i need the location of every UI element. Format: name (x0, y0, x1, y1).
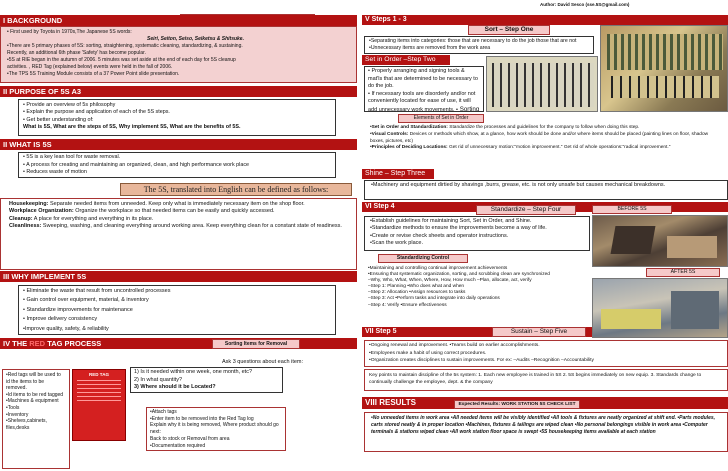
shine-line: •Machinery and equipment dirtied by shavings ,burrs, grease, etc. is not only unsafe but causes mechanical breakdowns. (371, 182, 666, 188)
standardizing-control-label: Standardizing Control (378, 254, 468, 263)
bg-line: •There are 5 primary phases of 5S: sorting, straightening, systematic cleaning, standardizing, & sustaining. (7, 43, 243, 49)
element (370, 125, 722, 132)
element-term: •Visual Controls: (370, 131, 409, 137)
set-in-order-label: Set in Order –Step Two (362, 55, 450, 65)
elements-box (364, 124, 728, 167)
control-line: –Step 4: Verify •Ensure effectiveness (368, 302, 447, 308)
set-line: • Properly arranging and signing tools & mat'ls that are determined to be necessary to do the job. (368, 68, 478, 89)
key-points-text: Key points to maintain discipline of the 5s system: 1. Each new employee is trained in 5S 2. 5S begins immediately on new equip. 3. Standards change to continually challenge the employee, dept. & the company (369, 373, 702, 385)
purpose-line: • Provide an overview of 5s philosophy (23, 102, 116, 108)
sort-step-label: Sort – Step One (468, 25, 550, 35)
tag-line: •Red tags will be used to id the items to be removed. (6, 372, 61, 392)
results-text: •No unneeded items in work area •All needed items will be visibly identified •All tools & fixtures are neatly organized at shift end. •Parts modules, carts stored neatly & in proper location •Machines, fixtures & tailings are wiped clean •No personal belongings visible in work area •Computer terminals & stations wiped clean •All work station floor space is swept •5S housekeeping items available at each station (371, 415, 716, 436)
background-text (0, 26, 357, 83)
element (370, 145, 722, 152)
set-tail: Sorting (459, 105, 480, 112)
question: 1) Is it needed within one week, one month, etc? (134, 369, 253, 375)
workbench-photo (600, 25, 728, 112)
standardize-label: Standardize – Step Four (476, 205, 576, 215)
attach-line: •Enter item to be removed into the Red Tag log (150, 415, 254, 422)
section-why-header: III WHY IMPLEMENT 5S (0, 271, 357, 282)
redtag-title-post: TAG PROCESS (45, 339, 102, 348)
sustain-line: •Organization creates disciplines to sustain improvements. For ex: –Audits –Recognition –Accountability (369, 358, 594, 364)
author-credit: Author: David Sesco (sse.5S@gmail.com) (540, 2, 630, 7)
control-line: –Why, Who, What, When, Where, How, How much –Plan, allocate, act, verify (368, 278, 532, 284)
attach-tags-box (146, 407, 286, 451)
elements-label: Elements of Set in Order (398, 114, 484, 123)
control-line: –Step 3: Act •Perform tasks and integrate into daily operations (368, 296, 500, 302)
def-term: Cleanup: (9, 215, 33, 222)
control-line: •Maintaining and controlling continual improvement achievements (368, 266, 508, 271)
tag-line: •Shelves,cabinets, files,desks (6, 418, 47, 431)
what-line: • Reduces waste of motion (23, 169, 87, 176)
control-line: –Step 2: Allocation •Assign resources to tasks (368, 290, 466, 296)
bg-line: Recently, an additional 6th phase 'Safety' has become popular. (7, 50, 146, 56)
red-tag-card-image (72, 369, 126, 441)
element (370, 132, 722, 146)
control-line: –Step 1: Planning •Who does what and when (368, 284, 465, 290)
expected-results-label: Expected Results: WORK STATION 5S CHECK LIST (454, 400, 580, 409)
control-line: •Ensuring that systematic organization, sorting, and scrubbing clean are synchronized (368, 272, 550, 278)
why-line: • Eliminate the waste that result from uncontrolled processes (23, 288, 171, 294)
question: 3) Where should it be Located? (134, 384, 216, 391)
element-term: •Principles of Deciding Locations: (370, 145, 448, 151)
def-text: Organize the workplace so that needed items can be easily and quickly accessed. (73, 208, 275, 215)
bg-line: •The TPS 5S Training Module consists of a 37 Power Point slide presentation. (7, 71, 180, 77)
def-text: Separate needed items from unneeded. Keep only what is immediately necessary item on the shop floor. (48, 201, 305, 207)
questions-box (130, 367, 283, 393)
def-text: Sweeping, washing, and cleaning everything around working area. Keep everything clean for a constant state of readiness. (41, 223, 342, 230)
question: 2) In what quantity? (134, 376, 183, 383)
before-5s-label: BEFORE 5S (592, 205, 672, 214)
standardize-box (364, 216, 590, 251)
sustain-box (364, 340, 728, 367)
std-line: •Establish guidelines for maintaining Sort, Set in Order, and Shine. (370, 218, 532, 224)
sustain-line: •Ongoing renewal and improvement. •Teams build on earlier accomplishments. (369, 343, 540, 348)
tag-line: •Tools (6, 404, 20, 411)
element-text: Standardize the processes and guidelines for the company to follow when doing this step. (447, 125, 640, 130)
bg-line: • First used by Toyota in 1970s,The Japanese 5S words: (7, 29, 132, 35)
section-background-header: I BACKGROUND (0, 15, 357, 26)
element-text: Get rid of unnecessary motion:"motion improvement." Get rid of whole operations:"radical improvement." (447, 145, 671, 151)
why-line: • Standardize improvements for maintenance (23, 306, 133, 313)
element-term: •Set in Order and Standardization: (370, 125, 448, 130)
why-line: • Gain control over equipment, material, & inventory (23, 297, 149, 304)
definition (9, 208, 348, 215)
red-tag-card-title: RED TAG (89, 372, 109, 377)
redtag-title-red: RED (29, 339, 46, 348)
after-5s-photo (592, 278, 728, 338)
set-in-order-box (364, 66, 484, 112)
before-5s-photo (592, 215, 728, 267)
attach-line: •Documentation required (150, 442, 206, 449)
section-steps-header: V Steps 1 - 3 (362, 15, 728, 25)
attach-line: Explain why it is being removed, Where product should go next: (150, 422, 279, 436)
tag-line: •Inventory (6, 411, 29, 418)
why-line: •Improve quality, safety, & reliability (23, 325, 109, 332)
after-5s-label: AFTER 5S (646, 268, 720, 277)
shadow-board-photo (486, 56, 598, 112)
bg-line: activities. , RED Tag (explained below) events were held in the fall of 2006. (7, 64, 173, 70)
translation-banner: The 5S, translated into English can be defined as follows: (120, 183, 352, 196)
what-line: • A process for creating and maintaining an organized, clean, and high performance work place (23, 161, 250, 168)
definition (9, 223, 348, 230)
tag-line: •Machines & equipment (6, 398, 59, 405)
why-box (18, 285, 336, 335)
purpose-box (18, 99, 336, 136)
section-step4-header: VI Step 4 (362, 202, 728, 212)
sustain-label: Sustain – Step Five (492, 327, 586, 337)
attach-line: Back to stock or Removal from area (150, 435, 230, 442)
section-purpose-header: II PURPOSE OF 5S A3 (0, 86, 357, 97)
sort-line: •Separating items into categories: those that are necessary to do the job those that are not (369, 38, 577, 44)
ask-questions: Ask 3 questions about each item: (222, 359, 304, 365)
shine-label: Shine – Step Three (362, 169, 434, 179)
attach-line: •Attach tags (150, 409, 177, 415)
key-points-box (364, 369, 728, 391)
purpose-line: • Explain the purpose and application of each of the 5S steps. (23, 109, 170, 116)
bg-line: Seiri, Seiton, Seiso, Seiketsu & Shitsuke. (147, 36, 244, 42)
what-line: • 5S is a key lean tool for waste removal. (23, 154, 121, 160)
section-step5-header: VII Step 5 (362, 327, 592, 337)
section-results-header: VIII RESULTS (362, 397, 728, 409)
def-text: A place for everything and everything in its place. (32, 215, 154, 222)
def-term: Housekeeping: (9, 201, 49, 207)
purpose-line: • Get better understanding of: (23, 116, 94, 123)
why-line: • Improve delivery consistency (23, 316, 98, 323)
sustain-line: •Employees make a habit of using correct procedures. (369, 350, 487, 356)
results-box (364, 412, 728, 452)
control-box (364, 265, 590, 325)
set-line (368, 91, 480, 113)
purpose-line: What is 5S, What are the steps of 5S, Why implement 5S, What are the benefits of 5S. (23, 123, 241, 130)
std-line: •Scan the work place. (370, 240, 423, 247)
redtag-title-pre: IV THE (3, 339, 30, 348)
def-term: Cleanliness: (9, 223, 42, 230)
redtag-bullets (2, 369, 70, 469)
std-line: •Standardize methods to ensure the improvements become a way of life. (370, 225, 547, 232)
definition (9, 216, 348, 223)
sort-line: •Unnecessary items are removed from the work area (369, 45, 491, 52)
definition (9, 201, 348, 208)
what-box (18, 152, 336, 178)
shine-box (364, 180, 728, 200)
tag-line: •Id items to be red tagged (6, 391, 64, 398)
section-redtag-header (0, 338, 357, 349)
sort-box (364, 36, 594, 54)
set-line-2: • If necessary tools are disorderly and/or not conveniently located for ease of use, it will add unnecessary work movements. • (368, 90, 476, 112)
bg-line: •5S at RIE began in the autumn of 2006. 5 minutes was set aside at the end of each day for 5S cleanup (7, 57, 236, 63)
std-line: •Create or revise check sheets and operator instructions. (370, 232, 509, 239)
definitions-box (0, 198, 357, 270)
section-what-header: II WHAT IS 5S (0, 139, 357, 150)
def-term: Workplace Organization: (9, 208, 74, 215)
element-text: Devices or methods which show, at a glance, how work should be done and/or where items should be placed (painting lines on floor, shadow boxes, pictures, etc) (370, 131, 709, 144)
sorting-items-label: Sorting Items for Removal (212, 339, 300, 349)
